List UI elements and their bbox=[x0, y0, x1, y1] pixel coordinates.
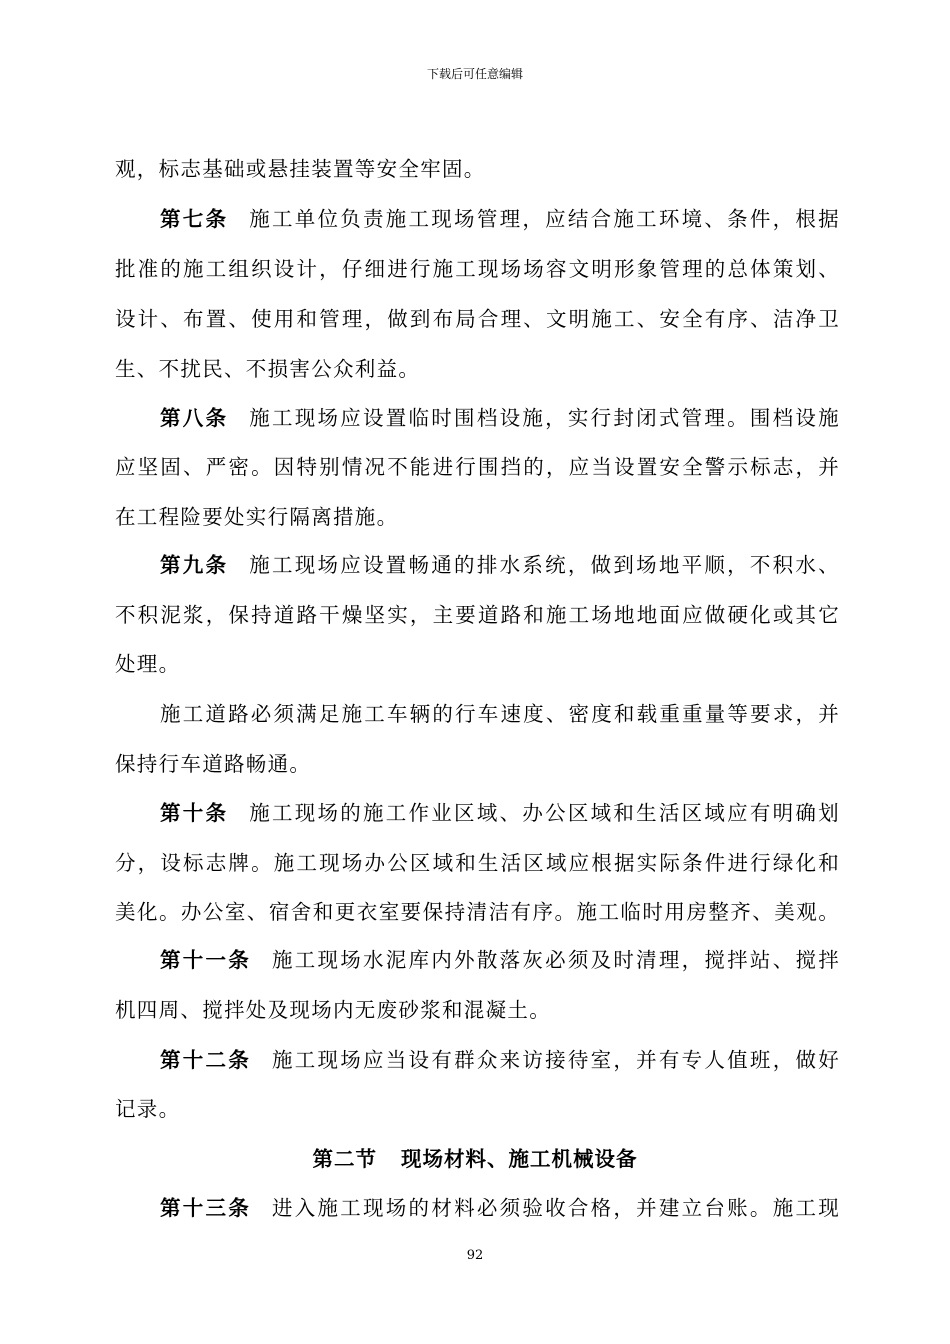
article-13-title: 第十三条 bbox=[160, 1196, 252, 1220]
article-11-title: 第十一条 bbox=[160, 948, 252, 972]
article-8-title: 第八条 bbox=[160, 406, 229, 430]
article-9-title: 第九条 bbox=[160, 553, 229, 577]
body-line: 批准的施工组织设计，仔细进行施工现场场容文明形象管理的总体策划、 bbox=[115, 257, 840, 281]
body-line: 应坚固、严密。因特别情况不能进行围挡的，应当设置安全警示标志，并 bbox=[115, 455, 840, 479]
article-10-text: 施工现场的施工作业区域、办公区域和生活区域应有明确划 bbox=[248, 801, 840, 825]
body-line: 在工程险要处实行隔离措施。 bbox=[115, 505, 399, 529]
article-12-title: 第十二条 bbox=[160, 1048, 252, 1072]
body-line: 观，标志基础或悬挂装置等安全牢固。 bbox=[115, 157, 486, 181]
body-line: 处理。 bbox=[115, 652, 181, 676]
body-line: 美化。办公室、宿舍和更衣室要保持清洁有序。施工临时用房整齐、美观。 bbox=[115, 900, 840, 924]
body-line: 分，设标志牌。施工现场办公区域和生活区域应根据实际条件进行绿化和 bbox=[115, 851, 840, 875]
page-number: 92 bbox=[466, 1248, 484, 1263]
body-line: 机四周、搅拌处及现场内无废砂浆和混凝土。 bbox=[115, 998, 551, 1022]
section-title: 现场材料、施工机械设备 bbox=[401, 1147, 638, 1171]
article-10-title: 第十条 bbox=[160, 801, 229, 825]
article-13-text: 进入施工现场的材料必须验收合格，并建立台账。施工现 bbox=[271, 1196, 841, 1220]
article-10-line-1 bbox=[160, 799, 840, 827]
article-12-line-1 bbox=[160, 1046, 840, 1074]
body-line: 生、不扰民、不损害公众利益。 bbox=[115, 357, 421, 381]
body-line: 施工道路必须满足施工车辆的行车速度、密度和载重重量等要求，并 bbox=[160, 702, 840, 726]
article-7-title: 第七条 bbox=[160, 207, 229, 231]
section-heading bbox=[0, 1145, 950, 1173]
article-7-line-1 bbox=[160, 205, 840, 233]
article-8-line-1 bbox=[160, 404, 840, 432]
article-9-text: 施工现场应设置畅通的排水系统，做到场地平顺，不积水、 bbox=[248, 553, 840, 577]
article-8-text: 施工现场应设置临时围档设施，实行封闭式管理。围档设施 bbox=[248, 406, 840, 430]
article-11-text: 施工现场水泥库内外散落灰必须及时清理，搅拌站、搅拌 bbox=[271, 948, 841, 972]
article-12-text: 施工现场应当设有群众来访接待室，并有专人值班，做好 bbox=[271, 1048, 841, 1072]
article-13-line-1 bbox=[160, 1194, 840, 1222]
body-line: 保持行车道路畅通。 bbox=[115, 752, 312, 776]
body-line: 记录。 bbox=[115, 1097, 181, 1121]
body-line: 设计、布置、使用和管理，做到布局合理、文明施工、安全有序、洁净卫 bbox=[115, 307, 840, 331]
article-9-line-1 bbox=[160, 551, 840, 579]
section-number: 第二节 bbox=[312, 1147, 377, 1171]
article-11-line-1 bbox=[160, 946, 840, 974]
article-7-text: 施工单位负责施工现场管理，应结合施工环境、条件，根据 bbox=[248, 207, 840, 231]
page-header: 下载后可任意编辑 bbox=[426, 67, 523, 81]
body-line: 不积泥浆，保持道路干燥坚实，主要道路和施工场地地面应做硬化或其它 bbox=[115, 603, 840, 627]
